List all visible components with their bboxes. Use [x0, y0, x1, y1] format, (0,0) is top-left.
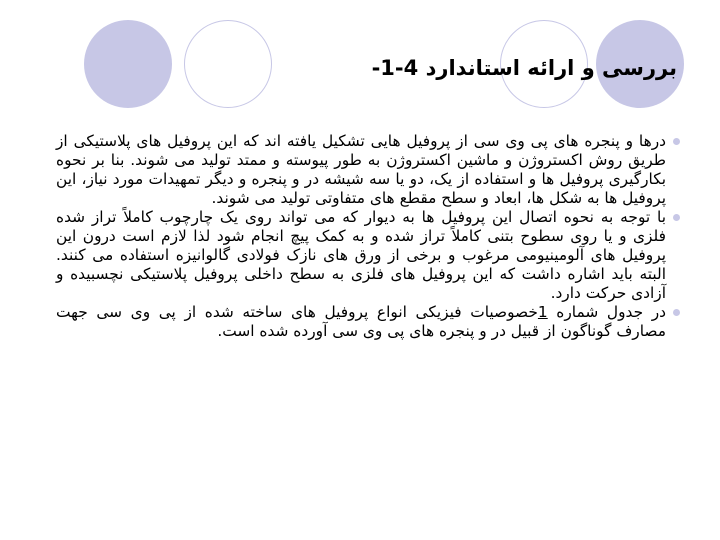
bullet-item-2 — [56, 208, 680, 303]
bullet-item-1 — [56, 132, 680, 208]
decor-circle-outline-1 — [184, 20, 272, 108]
bullet-dot-icon — [673, 214, 680, 221]
bullet-dot-icon — [673, 138, 680, 145]
bullet-list — [56, 132, 680, 341]
slide-title: بررسی و ارائه استاندارد 4-1- — [371, 56, 677, 80]
bullet-text-after: خصوصیات فیزیکی انواع پروفیل های ساخته شده از پی وی سی جهت مصارف گوناگون از قبیل در و پنجره های پی وی سی آورده شده است. — [56, 303, 666, 340]
bullet-dot-icon — [673, 309, 680, 316]
bullet-item-3 — [56, 303, 680, 341]
table-reference-link[interactable]: 1 — [537, 303, 548, 321]
bullet-text-before: در جدول شماره — [547, 303, 666, 321]
bullet-text: با توجه به نحوه اتصال این پروفیل ها به دیوار که می تواند روی یک چارچوب کاملاً تراز شده فلزی و یا روی سطوح بتنی کاملاً تراز شده و به کمک پیچ انجام شود لذا لازم است درون این پروفیل های آلومینیومی مرغوب و برخی از ورق های نازک فولادی گالوانیزه استفاده می کنند. البته باید اشاره داشت که این پروفیل های فلزی به سطح داخلی پروفیل پلاستیکی نچسبیده و آزادی حرکت دارد. — [56, 208, 666, 302]
decor-circle-filled-1 — [84, 20, 172, 108]
bullet-text: درها و پنجره های پی وی سی از پروفیل هایی تشکیل یافته اند که این پروفیل های پلاستیکی از طریق روش اکستروژن و ماشین اکستروژن به طور پیوسته و ممتد تولید می شوند. بنا بر نحوه بکارگیری پروفیل ها و استفاده از یک، دو یا سه شیشه در و پنجره و دیگر تمهیدات مورد نیاز، این پروفیل ها به شکل ها، ابعاد و سطح مقطع های متفاوتی تولید می شوند. — [56, 132, 666, 207]
